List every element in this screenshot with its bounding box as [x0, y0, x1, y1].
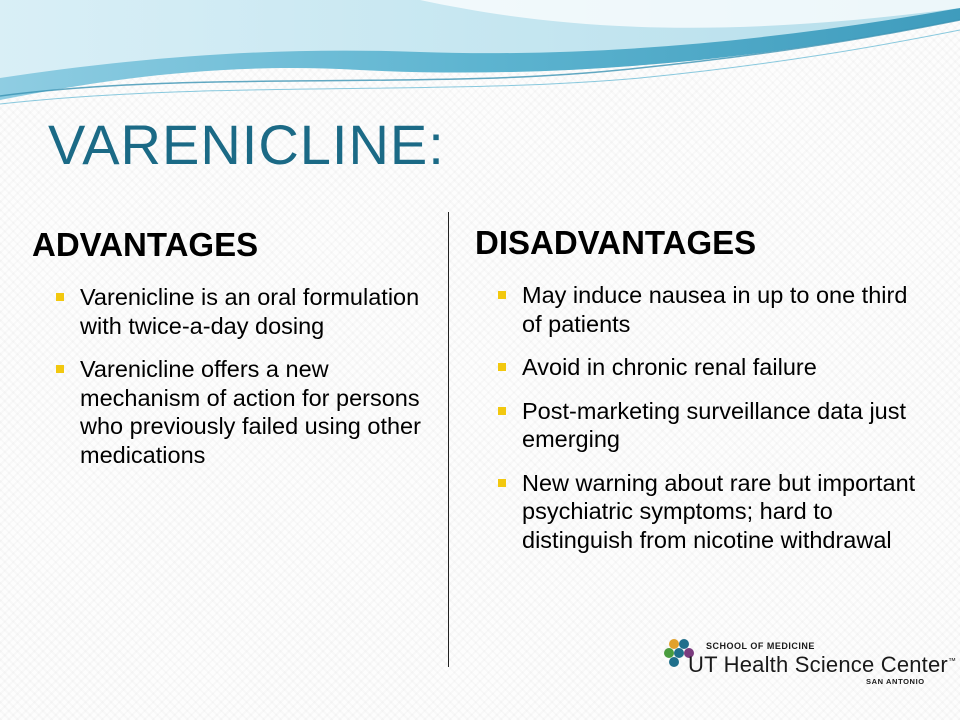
list-item	[56, 355, 436, 469]
column-divider	[448, 212, 449, 667]
bullet-square-icon	[498, 363, 506, 371]
advantages-list	[56, 283, 436, 484]
list-item-text: Post-marketing surveillance data just emerging	[522, 397, 907, 452]
bullet-square-icon	[56, 293, 64, 301]
ut-health-logo	[660, 638, 960, 690]
disadvantages-heading: DISADVANTAGES	[475, 224, 757, 261]
header-wave-decoration	[0, 0, 960, 120]
logo-institution-name	[688, 652, 956, 678]
list-item-text: New warning about rare but important psychiatric symptoms; hard to distinguish from nicotine withdrawal	[522, 469, 916, 553]
disadvantages-list	[498, 281, 918, 569]
bullet-square-icon	[498, 479, 506, 487]
logo-city-text: SAN ANTONIO	[866, 677, 925, 686]
list-item	[498, 397, 918, 454]
bullet-square-icon	[498, 291, 506, 299]
list-item-text: May induce nausea in up to one third of patients	[522, 282, 908, 337]
list-item	[498, 353, 918, 382]
list-item	[498, 281, 918, 338]
list-item-text: Varenicline offers a new mechanism of action for persons who previously failed using other medications	[80, 356, 421, 468]
list-item	[498, 469, 918, 555]
bullet-square-icon	[498, 407, 506, 415]
list-item-text: Avoid in chronic renal failure	[522, 354, 817, 380]
advantages-heading: ADVANTAGES	[32, 226, 259, 263]
list-item-text: Varenicline is an oral formulation with twice-a-day dosing	[80, 284, 420, 339]
slide-title: VARENICLINE:	[48, 113, 445, 176]
logo-school-text: SCHOOL OF MEDICINE	[706, 641, 815, 651]
list-item	[56, 283, 436, 340]
logo-main-text: UT Health Science Center	[688, 652, 948, 677]
bullet-square-icon	[56, 365, 64, 373]
trademark-mark: ™	[947, 656, 957, 666]
